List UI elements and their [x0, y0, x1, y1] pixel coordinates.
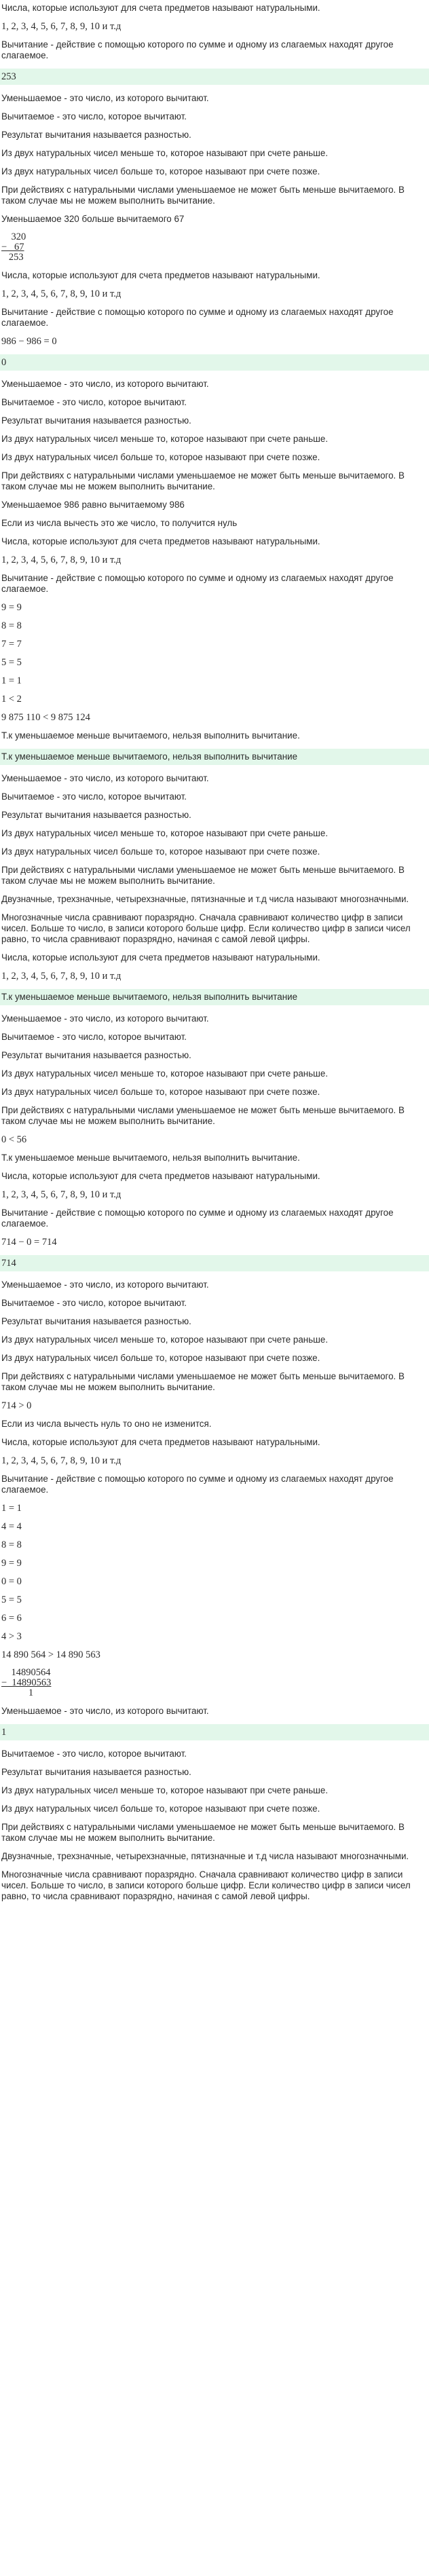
calc-line: − 67 — [1, 242, 24, 253]
paragraph: Числа, которые используют для счета предметов называют натуральными. — [1, 1171, 320, 1181]
paragraph: При действиях с натуральными числами уменьшаемое не может быть меньше вычитаемого. В таком случае мы не можем выполнить вычитание. — [1, 470, 405, 491]
paragraph: Вычитаемое - это число, которое вычитают. — [1, 791, 187, 802]
paragraph: Из двух натуральных чисел меньше то, которое называют при счете раньше. — [1, 1068, 329, 1079]
paragraph: При действиях с натуральными числами уменьшаемое не может быть меньше вычитаемого. В таком случае мы не можем выполнить вычитание. — [1, 1822, 405, 1843]
paragraph: Уменьшаемое - это число, из которого вычитают. — [1, 93, 209, 103]
paragraph: При действиях с натуральными числами уменьшаемое не может быть меньше вычитаемого. В таком случае мы не можем выполнить вычитание. — [1, 1371, 405, 1392]
paragraph: Из двух натуральных чисел меньше то, которое называют при счете раньше. — [1, 1334, 329, 1345]
paragraph: При действиях с натуральными числами уменьшаемое не может быть меньше вычитаемого. В таком случае мы не можем выполнить вычитание. — [1, 865, 405, 886]
math-line: 5 = 5 — [1, 1594, 22, 1605]
answer-highlight: 1 — [0, 1724, 429, 1740]
paragraph: Результат вычитания называется разностью. — [1, 1316, 191, 1326]
paragraph: Результат вычитания называется разностью. — [1, 415, 191, 426]
math-line: 0 = 0 — [1, 1576, 22, 1587]
paragraph: Из двух натуральных чисел больше то, которое называют при счете позже. — [1, 166, 320, 176]
math-line: 1, 2, 3, 4, 5, 6, 7, 8, 9, 10 и т.д — [1, 1189, 122, 1200]
paragraph: Числа, которые используют для счета предметов называют натуральными. — [1, 270, 320, 280]
column-subtraction — [1, 1668, 428, 1698]
paragraph: Из двух натуральных чисел больше то, которое называют при счете позже. — [1, 452, 320, 462]
paragraph: При действиях с натуральными числами уменьшаемое не может быть меньше вычитаемого. В таком случае мы не можем выполнить вычитание. — [1, 1105, 405, 1126]
math-line: 1, 2, 3, 4, 5, 6, 7, 8, 9, 10 и т.д — [1, 21, 122, 32]
math-line: 1 = 1 — [1, 675, 22, 686]
math-line: 7 = 7 — [1, 639, 22, 650]
math-line: 8 = 8 — [1, 620, 22, 631]
math-line: 1, 2, 3, 4, 5, 6, 7, 8, 9, 10 и т.д — [1, 555, 122, 565]
math-line: 8 = 8 — [1, 1539, 22, 1550]
paragraph: Уменьшаемое - это число, из которого вычитают. — [1, 1280, 209, 1290]
math-line: 714 − 0 = 714 — [1, 1237, 57, 1248]
paragraph: Уменьшаемое 986 равно вычитаемому 986 — [1, 500, 185, 510]
paragraph: Уменьшаемое - это число, из которого вычитают. — [1, 379, 209, 389]
paragraph: Уменьшаемое - это число, из которого вычитают. — [1, 1013, 209, 1024]
math-line: 1 < 2 — [1, 694, 22, 705]
calc-line: 14890564 — [1, 1667, 51, 1678]
answer-highlight: 714 — [0, 1255, 429, 1271]
paragraph: Из двух натуральных чисел больше то, которое называют при счете позже. — [1, 846, 320, 857]
paragraph: Вычитаемое - это число, которое вычитают. — [1, 111, 187, 122]
paragraph: Результат вычитания называется разностью. — [1, 1767, 191, 1777]
paragraph: Результат вычитания называется разностью. — [1, 810, 191, 820]
math-line: 1, 2, 3, 4, 5, 6, 7, 8, 9, 10 и т.д — [1, 971, 122, 982]
paragraph: Вычитание - действие с помощью которого по сумме и одному из слагаемых находят другое слагаемое. — [1, 1208, 394, 1229]
paragraph: Из двух натуральных чисел меньше то, которое называют при счете раньше. — [1, 1785, 329, 1795]
math-line: 986 − 986 = 0 — [1, 336, 57, 347]
paragraph: Т.к уменьшаемое меньше вычитаемого, нельзя выполнить вычитание. — [1, 730, 300, 741]
math-line: 1 = 1 — [1, 1503, 22, 1514]
paragraph: Из двух натуральных чисел больше то, которое называют при счете позже. — [1, 1804, 320, 1814]
paragraph: Из двух натуральных чисел меньше то, которое называют при счете раньше. — [1, 148, 329, 158]
paragraph: Уменьшаемое - это число, из которого вычитают. — [1, 1706, 209, 1716]
paragraph: Из двух натуральных чисел больше то, которое называют при счете позже. — [1, 1087, 320, 1097]
math-line: 9 875 110 < 9 875 124 — [1, 712, 90, 723]
calc-line: 253 — [1, 252, 24, 263]
paragraph: Вычитание - действие с помощью которого по сумме и одному из слагаемых находят другое слагаемое. — [1, 573, 394, 594]
paragraph: Если из числа вычесть это же число, то получится нуль — [1, 518, 238, 528]
column-subtraction — [1, 232, 428, 263]
paragraph: Вычитаемое - это число, которое вычитают. — [1, 397, 187, 407]
paragraph: Вычитание - действие с помощью которого по сумме и одному из слагаемых находят другое слагаемое. — [1, 39, 394, 60]
paragraph: Двузначные, трехзначные, четырехзначные, пятизначные и т.д числа называют многозначными. — [1, 1851, 409, 1861]
paragraph: Если из числа вычесть нуль то оно не изменится. — [1, 1419, 212, 1429]
paragraph: Из двух натуральных чисел меньше то, которое называют при счете раньше. — [1, 828, 329, 838]
paragraph: Числа, которые используют для счета предметов называют натуральными. — [1, 3, 320, 13]
math-line: 714 > 0 — [1, 1400, 32, 1411]
calc-line: 1 — [1, 1687, 34, 1698]
paragraph: Вычитаемое - это число, которое вычитают. — [1, 1298, 187, 1308]
paragraph: Вычитание - действие с помощью которого по сумме и одному из слагаемых находят другое слагаемое. — [1, 1474, 394, 1495]
math-line: 1, 2, 3, 4, 5, 6, 7, 8, 9, 10 и т.д — [1, 1455, 122, 1466]
paragraph: Т.к уменьшаемое меньше вычитаемого, нельзя выполнить вычитание. — [1, 1153, 300, 1163]
paragraph: Вычитание - действие с помощью которого по сумме и одному из слагаемых находят другое слагаемое. — [1, 307, 394, 328]
paragraph: Результат вычитания называется разностью. — [1, 130, 191, 140]
answer-highlight: 0 — [0, 354, 429, 371]
paragraph: При действиях с натуральными числами уменьшаемое не может быть меньше вычитаемого. В таком случае мы не можем выполнить вычитание. — [1, 185, 405, 206]
paragraph: Многозначные числа сравнивают поразрядно. Сначала сравнивают количество цифр в записи чисел. Больше то число, в записи которого больше цифр. Если количество цифр в записи чисел равно, то числа сравнивают поразрядно, начиная с самой левой цифры. — [1, 912, 411, 944]
math-line: 14 890 564 > 14 890 563 — [1, 1649, 100, 1660]
paragraph: Вычитаемое - это число, которое вычитают. — [1, 1032, 187, 1042]
paragraph: Числа, которые используют для счета предметов называют натуральными. — [1, 952, 320, 963]
paragraph: Многозначные числа сравнивают поразрядно. Сначала сравнивают количество цифр в записи чисел. Больше то число, в записи которого больше цифр. Если количество цифр в записи чисел равно, то числа сравнивают поразрядно, начиная с самой левой цифры. — [1, 1869, 411, 1901]
answer-highlight: 253 — [0, 69, 429, 85]
math-line: 1, 2, 3, 4, 5, 6, 7, 8, 9, 10 и т.д — [1, 288, 122, 299]
math-line: 4 = 4 — [1, 1521, 22, 1532]
calc-line: 320 — [1, 231, 26, 242]
math-line: 0 < 56 — [1, 1134, 27, 1145]
math-line: 5 = 5 — [1, 657, 22, 668]
math-line: 4 > 3 — [1, 1631, 22, 1642]
answer-highlight: Т.к уменьшаемое меньше вычитаемого, нельзя выполнить вычитание — [0, 749, 429, 765]
paragraph: Уменьшаемое - это число, из которого вычитают. — [1, 773, 209, 783]
paragraph: Уменьшаемое 320 больше вычитаемого 67 — [1, 214, 185, 224]
paragraph: Вычитаемое - это число, которое вычитают. — [1, 1749, 187, 1759]
paragraph: Числа, которые используют для счета предметов называют натуральными. — [1, 536, 320, 546]
paragraph: Двузначные, трехзначные, четырехзначные, пятизначные и т.д числа называют многозначными. — [1, 894, 409, 904]
paragraph: Числа, которые используют для счета предметов называют натуральными. — [1, 1437, 320, 1447]
paragraph: Из двух натуральных чисел меньше то, которое называют при счете раньше. — [1, 434, 329, 444]
paragraph: Результат вычитания называется разностью. — [1, 1050, 191, 1060]
math-line: 6 = 6 — [1, 1613, 22, 1624]
math-line: 9 = 9 — [1, 602, 22, 613]
calc-line: − 14890563 — [1, 1677, 52, 1688]
math-line: 9 = 9 — [1, 1558, 22, 1569]
answer-highlight: Т.к уменьшаемое меньше вычитаемого, нельзя выполнить вычитание — [0, 989, 429, 1005]
paragraph: Из двух натуральных чисел больше то, которое называют при счете позже. — [1, 1353, 320, 1363]
